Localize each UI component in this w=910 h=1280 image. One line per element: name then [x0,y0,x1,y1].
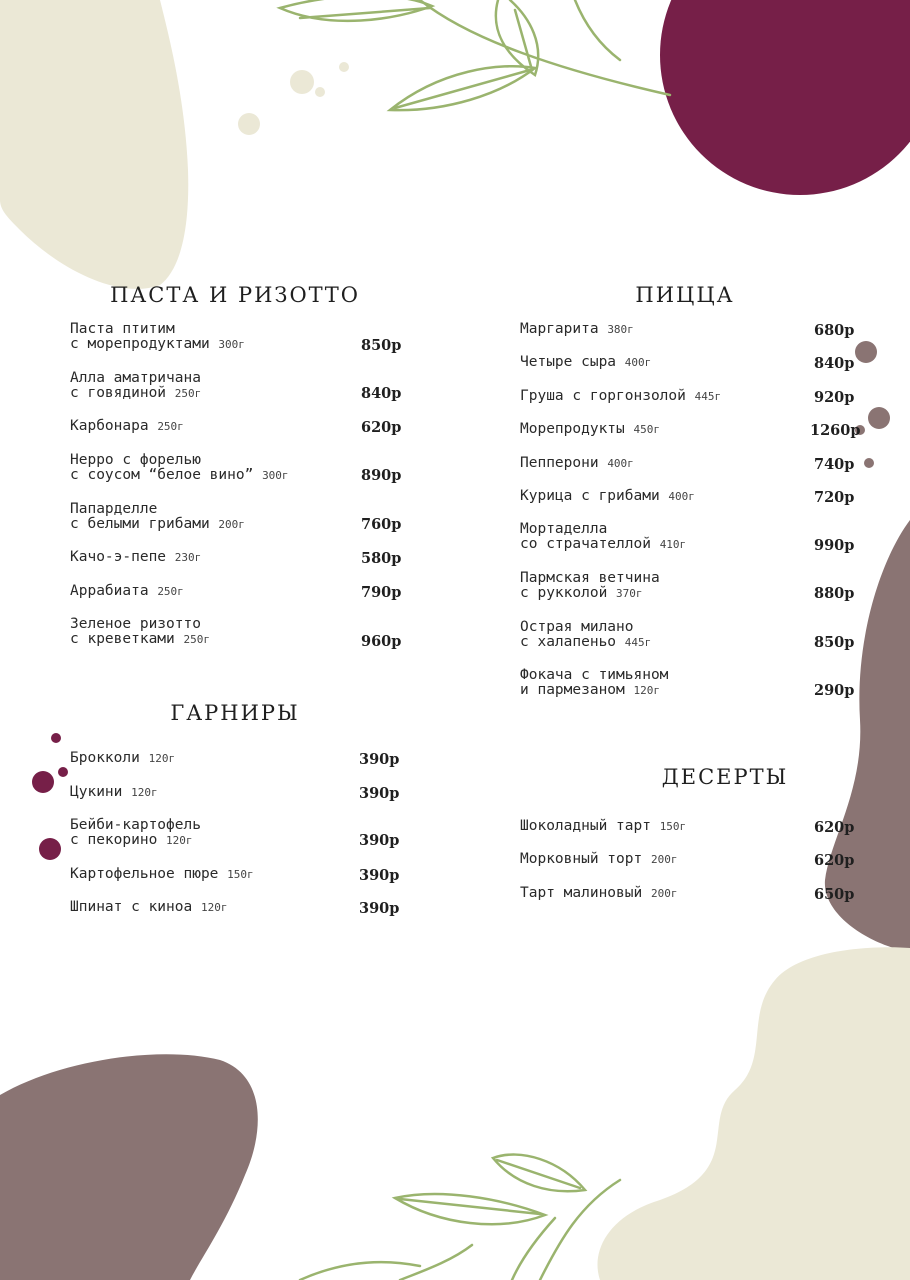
item-weight: 150г [227,868,254,881]
item-name: Бейби-картофель с пекорино [70,817,201,848]
item-price: 740р [814,456,855,473]
item-weight: 300г [218,338,245,351]
menu-item [520,355,651,370]
item-price: 760р [361,516,402,533]
item-price: 1260р [810,422,861,439]
item-price: 390р [359,900,400,917]
item-name: Мортаделла со страчателлой [520,521,651,552]
menu-item [520,620,651,650]
item-name: Фокача с тимьяном и пармезаном [520,667,669,698]
menu-item [520,852,677,867]
menu-item [70,584,184,599]
menu-item [70,751,175,766]
item-weight: 120г [166,834,193,847]
item-weight: 250г [157,420,184,433]
item-name: Нерро с форелью с соусом “белое вино” [70,452,254,483]
beige-dot [290,70,314,94]
item-price: 850р [361,337,402,354]
item-price: 790р [361,584,402,601]
item-name: Картофельное пюре [70,866,219,882]
taupe-blob-bottom-left [0,1054,258,1280]
menu-item [70,453,289,483]
item-price: 840р [814,355,855,372]
plum-dot [58,767,68,777]
item-name: Тарт малиновый [520,885,643,901]
item-name: Острая милано с халапеньо [520,619,634,650]
item-price: 960р [361,633,402,650]
item-price: 620р [361,419,402,436]
menu-item [70,818,201,848]
section-title-sides: ГАРНИРЫ [170,701,300,725]
menu-item [70,419,184,434]
item-name: Цукини [70,784,123,800]
menu-item [70,322,245,352]
item-weight: 370г [616,587,643,600]
menu-item [70,867,254,882]
item-weight: 120г [633,684,660,697]
item-weight: 200г [218,518,245,531]
item-weight: 120г [148,752,176,765]
item-name: Груша с горгонзолой [520,388,686,404]
menu-item [70,550,201,565]
item-name: Папарделле с белыми грибами [70,501,210,532]
leaf-branch-top [280,0,670,110]
plum-dot [32,771,54,793]
item-weight: 150г [659,820,687,833]
item-price: 890р [361,467,402,484]
item-weight: 445г [624,636,652,649]
item-price: 390р [359,832,400,849]
section-title-pizza: ПИЦЦА [635,283,735,307]
item-price: 850р [814,634,855,651]
menu-item [520,819,686,834]
item-weight: 200г [650,853,678,866]
item-name: Карбонара [70,418,149,434]
item-name: Алла аматричана с говядиной [70,370,201,401]
item-price: 880р [814,585,855,602]
item-price: 390р [359,785,400,802]
menu-item [520,668,668,698]
menu-item [70,785,158,800]
plum-circle-top-right [660,0,910,195]
item-price: 680р [814,322,855,339]
item-price: 920р [814,389,855,406]
item-name: Морковный торт [520,851,643,867]
section-title-desserts: ДЕСЕРТЫ [661,765,789,789]
item-name: Четыре сыра [520,354,617,370]
menu-item [520,322,634,337]
plum-dot [51,733,61,743]
item-weight: 410г [659,538,687,551]
item-weight: 380г [607,323,634,336]
item-name: Пепперони [520,455,599,471]
beige-blob-top-left [0,0,188,289]
menu-item [520,522,686,552]
item-name: Пармская ветчина с рукколой [520,570,660,601]
item-name: Аррабиата [70,583,149,599]
item-weight: 120г [131,786,158,799]
beige-dot [339,62,349,72]
item-price: 650р [814,886,855,903]
leaf-branch-bottom [300,1155,620,1280]
item-name: Паста птитим с морепродуктами [70,321,210,352]
item-weight: 400г [624,356,652,369]
item-price: 580р [361,550,402,567]
item-price: 990р [814,537,855,554]
item-name: Зеленое ризотто с креветками [70,616,201,647]
beige-blob-bottom-right [598,947,910,1280]
beige-dot [238,113,260,135]
menu-item [70,617,210,647]
taupe-dot [868,407,890,429]
item-name: Морепродукты [520,421,625,437]
item-name: Брокколи [70,750,140,766]
menu-item [520,886,677,901]
item-weight: 400г [668,490,695,503]
menu-item [520,422,660,437]
item-name: Шпинат с киноа [70,899,193,915]
item-price: 290р [814,682,855,699]
taupe-dot [855,341,877,363]
menu-item [70,900,227,915]
item-price: 840р [361,385,402,402]
item-weight: 445г [694,390,722,403]
beige-dot [315,87,325,97]
item-weight: 120г [200,901,228,914]
item-name: Качо-э-пепе [70,549,167,565]
taupe-dot [864,458,874,468]
item-weight: 230г [174,551,202,564]
menu-item [70,502,245,532]
plum-dot [39,838,61,860]
menu-item [520,456,634,471]
menu-item [520,389,721,404]
section-title-pasta: ПАСТА И РИЗОТТО [110,283,360,307]
menu-item [520,571,660,601]
item-weight: 200г [650,887,678,900]
item-weight: 300г [262,469,289,482]
item-weight: 250г [157,585,184,598]
item-price: 390р [359,751,400,768]
item-price: 620р [814,852,855,869]
item-weight: 450г [633,423,660,436]
item-weight: 250г [174,387,202,400]
item-price: 620р [814,819,855,836]
item-weight: 250г [183,633,210,646]
item-name: Курица с грибами [520,488,660,504]
menu-item [70,371,201,401]
item-weight: 400г [607,457,634,470]
item-name: Шоколадный тарт [520,818,651,834]
item-name: Маргарита [520,321,599,337]
menu-item [520,489,695,504]
item-price: 390р [359,867,400,884]
item-price: 720р [814,489,855,506]
